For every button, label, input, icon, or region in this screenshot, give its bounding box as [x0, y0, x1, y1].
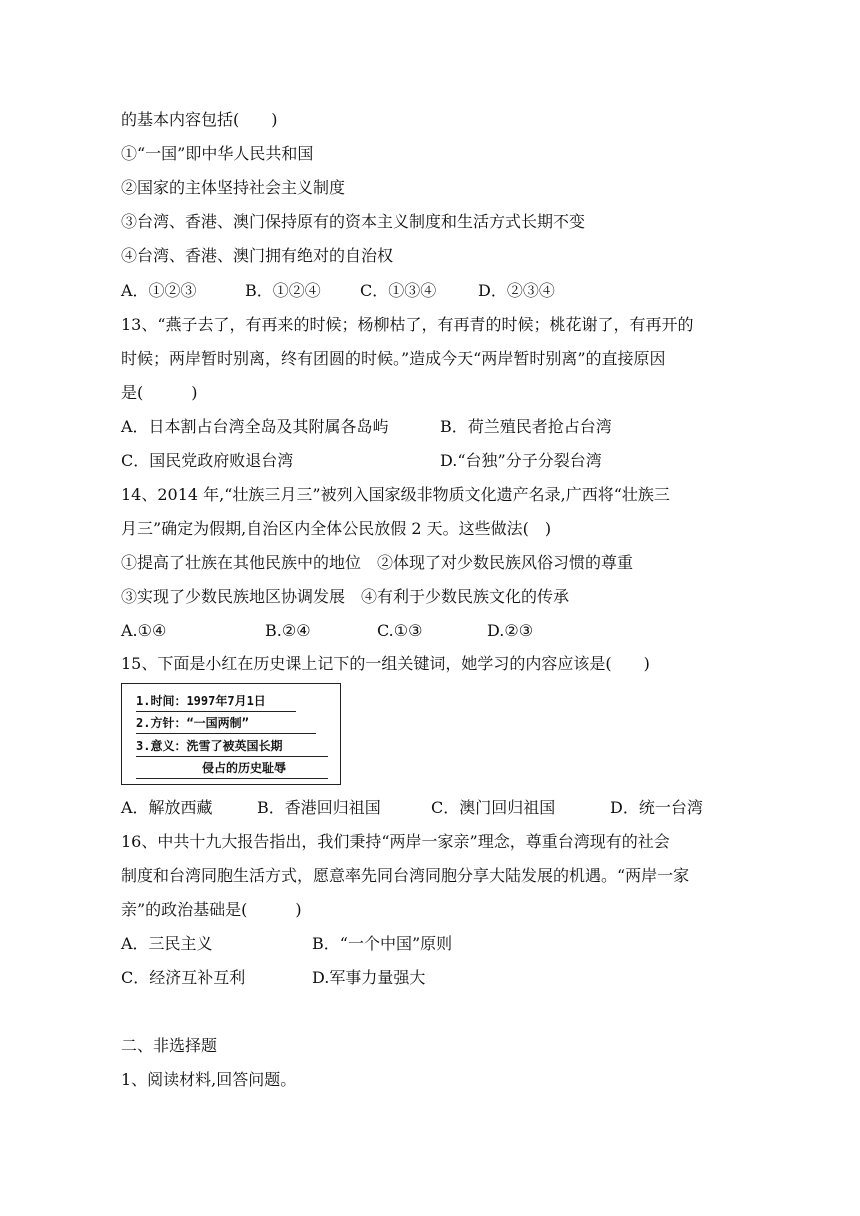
note-line-3: 3.意义：洗雪了被英国长期 [136, 739, 283, 753]
q12-option-a: A．①②③ [121, 281, 197, 300]
q14-stem-line-2: 月三”确定为假期,自治区内全体公民放假 2 天。这些做法( ) [121, 519, 552, 538]
q13-stem-line-1: 13、“燕子去了，有再来的时候；杨柳枯了，有再青的时候；桃花谢了，有再开的 [121, 315, 694, 334]
note-line-1: 1.时间：1997年7月1日 [136, 694, 266, 708]
q13-option-b: B．荷兰殖民者抢占台湾 [440, 417, 612, 436]
q12-stem-tail: 的基本内容包括( ) [121, 110, 278, 129]
section2-question-1: 1、阅读材料,回答问题。 [121, 1070, 297, 1089]
q12-option-b: B．①②④ [245, 281, 321, 300]
keyword-note-box [121, 683, 341, 785]
q15-stem: 15、下面是小红在历史课上记下的一组关键词，她学习的内容应该是( ) [121, 654, 650, 673]
section-title: 二、非选择题 [121, 1036, 218, 1055]
q14-option-d: D.②③ [487, 621, 534, 640]
note-line-4: 侵占的历史耻辱 [202, 761, 287, 775]
note-line-2: 2.方针：“一国两制” [136, 716, 249, 730]
q13-stem-line-2: 时候；两岸暂时别离，终有团圆的时候。”造成今天“两岸暂时别离”的直接原因 [121, 349, 666, 368]
q14-option-a: A.①④ [121, 621, 167, 640]
q13-option-d: D.“台独”分子分裂台湾 [440, 451, 602, 470]
note-underline-3 [136, 756, 328, 757]
q16-option-d: D.军事力量强大 [312, 968, 426, 987]
q12-item-2: ②国家的主体坚持社会主义制度 [121, 178, 346, 197]
q14-item-line-1: ①提高了壮族在其他民族中的地位 ②体现了对少数民族风俗习惯的尊重 [121, 553, 634, 572]
q12-option-c: C．①③④ [360, 281, 437, 300]
q12-option-d: D．②③④ [478, 281, 555, 300]
q13-stem-line-3: 是( ) [121, 383, 198, 402]
q16-option-b: B．“一个中国”原则 [312, 934, 453, 953]
note-underline-1 [136, 711, 296, 712]
q15-option-b: B．香港回归祖国 [257, 798, 381, 817]
q14-stem-line-1: 14、2014 年,“壮族三月三”被列入国家级非物质文化遗产名录,广西将“壮族三 [121, 485, 670, 504]
q16-option-a: A．三民主义 [121, 934, 213, 953]
q14-option-b: B.②④ [265, 621, 311, 640]
q13-option-c: C．国民党政府败退台湾 [121, 451, 294, 470]
q12-item-4: ④台湾、香港、澳门拥有绝对的自治权 [121, 246, 394, 265]
note-underline-4 [136, 778, 328, 779]
q16-option-c: C．经济互补互利 [121, 968, 246, 987]
q14-item-line-2: ③实现了少数民族地区协调发展 ④有利于少数民族文化的传承 [121, 587, 570, 606]
q16-stem-line-1: 16、中共十九大报告指出，我们秉持“两岸一家亲”理念，尊重台湾现有的社会 [121, 832, 670, 851]
q13-option-a: A．日本割占台湾全岛及其附属各岛屿 [121, 417, 389, 436]
q15-option-c: C．澳门回归祖国 [431, 798, 556, 817]
q16-stem-line-2: 制度和台湾同胞生活方式，愿意率先同台湾同胞分享大陆发展的机遇。“两岸一家 [121, 866, 690, 885]
q14-option-c: C.①③ [377, 621, 423, 640]
note-underline-2 [136, 733, 316, 734]
q15-option-d: D．统一台湾 [610, 798, 703, 817]
q16-stem-line-3: 亲”的政治基础是( ) [121, 900, 302, 919]
q15-option-a: A．解放西藏 [121, 798, 213, 817]
q12-item-3: ③台湾、香港、澳门保持原有的资本主义制度和生活方式长期不变 [121, 212, 586, 231]
q12-item-1: ①“一国”即中华人民共和国 [121, 144, 314, 163]
